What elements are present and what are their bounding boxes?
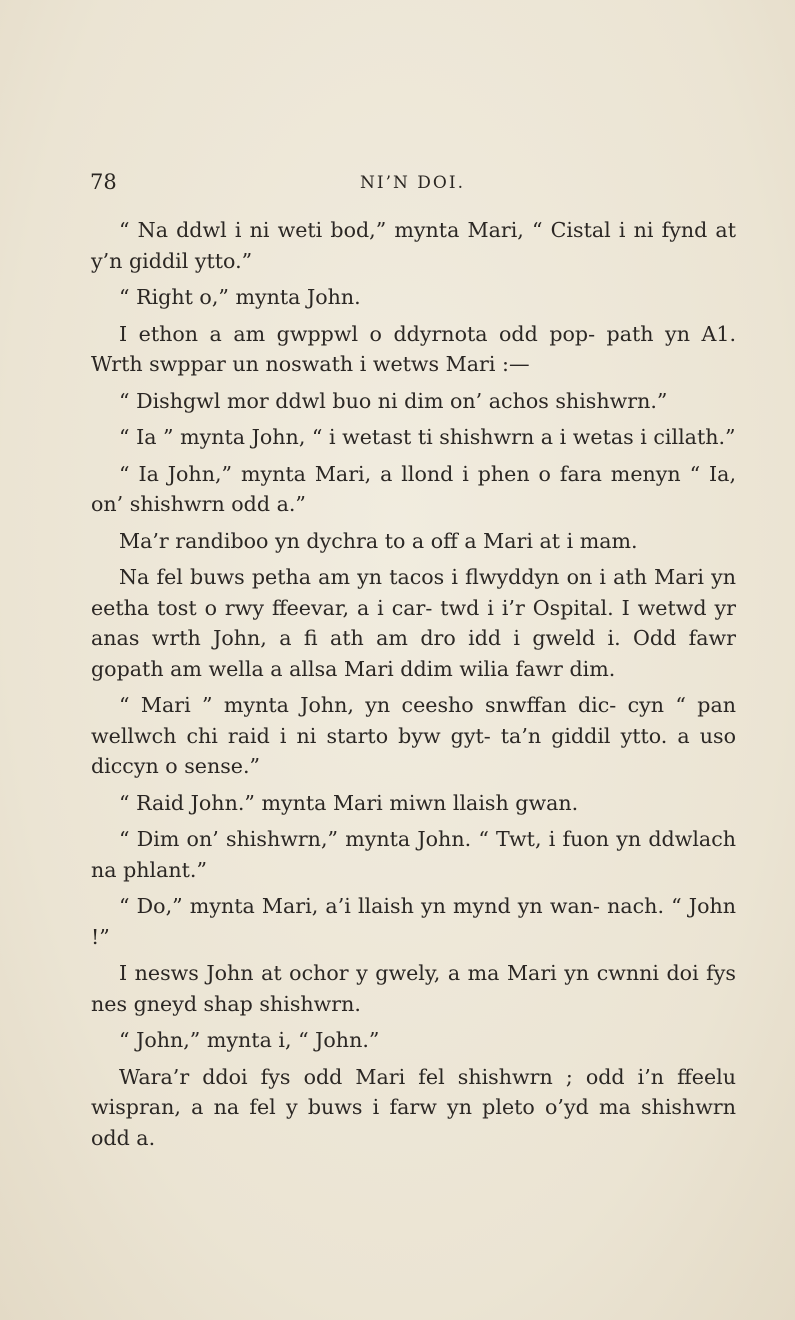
paragraph-10: “ Raid John.” mynta Mari miwn llaish gwan. — [119, 790, 579, 815]
page-number: 78 — [90, 170, 117, 194]
paragraph-13: I nesws John at ochor y gwely, a ma Mari yn cwnni doi fys nes gneyd shap shishwrn. — [91, 961, 736, 1016]
paragraph-4: “ Dishgwl mor ddwl buo ni dim on’ achos shishwrn.” — [119, 388, 668, 413]
paragraph-8: Na fel buws petha am yn tacos i flwyddyn on i ath Mari yn eetha tost o rwy ffeevar, a i car- twd i i’r Ospital. I wetwd yr anas wrth John, a fi ath am dro idd i gweld i. Odd fawr gopath am wella a allsa Mari ddim wilia fawr dim. — [91, 565, 736, 681]
running-title: NI’N DOI. — [360, 173, 465, 193]
running-head — [90, 170, 735, 200]
paragraph-7: Ma’r randiboo yn dychra to a off a Mari at i mam. — [119, 528, 638, 553]
body-text — [91, 215, 736, 1159]
paragraph-15: Wara’r ddoi fys odd Mari fel shishwrn ; odd i’n ffeelu wispran, a na fel y buws i farw yn pleto o’yd ma shishwrn odd a. — [91, 1064, 736, 1150]
paragraph-14: “ John,” mynta i, “ John.” — [119, 1028, 380, 1052]
paragraph-2: “ Right o,” mynta John. — [119, 285, 361, 309]
paragraph-3: I ethon a am gwppwl o ddyrnota odd pop- path yn A1. Wrth swppar un noswath i wetws Mari :— — [91, 321, 736, 376]
paragraph-6: “ Ia John,” mynta Mari, a llond i phen o fara menyn “ Ia, on’ shishwrn odd a.” — [91, 461, 736, 516]
paragraph-1: “ Na ddwl i ni weti bod,” mynta Mari, “ Cistal i ni fynd at y’n giddil ytto.” — [91, 218, 736, 273]
paragraph-9: “ Mari ” mynta John, yn ceesho snwffan dic- cyn “ pan wellwch chi raid i ni starto byw gyt- ta’n giddil ytto. a uso diccyn o sense.” — [91, 693, 736, 778]
paragraph-5: “ Ia ” mynta John, “ i wetast ti shishwrn a i wetas i cillath.” — [119, 425, 736, 449]
paragraph-11: “ Dim on’ shishwrn,” mynta John. “ Twt, i fuon yn ddwlach na phlant.” — [91, 827, 736, 882]
paragraph-12: “ Do,” mynta Mari, a’i llaish yn mynd yn wan- nach. “ John !” — [91, 894, 736, 949]
